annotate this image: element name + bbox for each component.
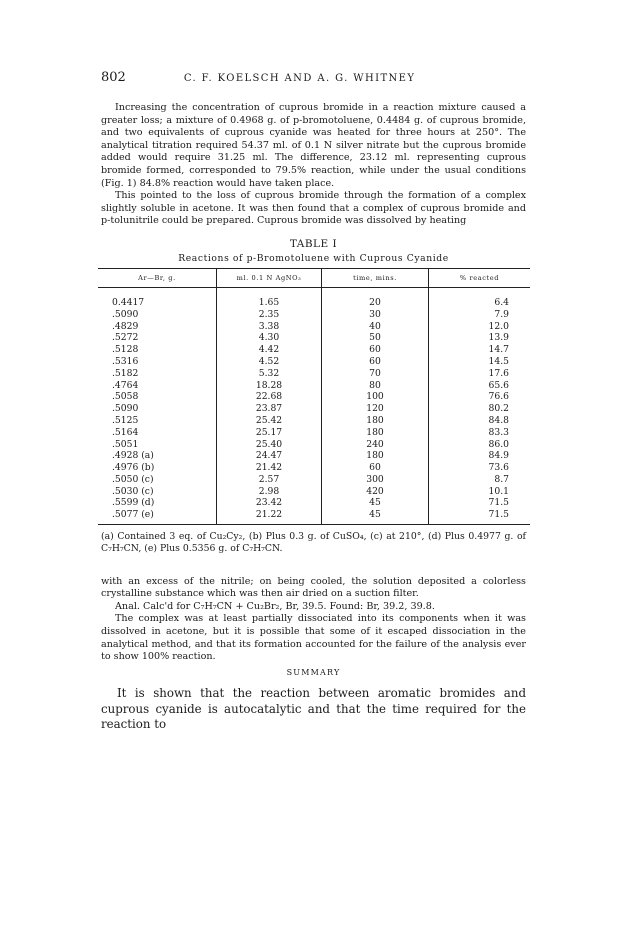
table-cell: .5164 (112, 426, 139, 438)
table-cell: .4829 (112, 320, 139, 332)
table-cell: 23.42 (217, 497, 322, 509)
table-cell: 84.8 (429, 415, 531, 427)
table-cell: 240 (322, 439, 429, 451)
table-row (98, 391, 530, 403)
table-cell: 24.47 (217, 450, 322, 462)
table-cell: 6.4 (429, 287, 531, 308)
table-cell: .5058 (112, 391, 139, 403)
table-cell: 100 (322, 391, 429, 403)
running-head: C. F. KOELSCH AND A. G. WHITNEY (183, 73, 416, 84)
table-cell: .5128 (112, 344, 139, 356)
table-row (98, 332, 530, 344)
table-cell: 2.57 (217, 474, 322, 486)
table-cell: 20 (322, 287, 429, 308)
table-cell: 45 (322, 509, 429, 524)
table-body (98, 287, 530, 524)
table-row (98, 474, 530, 486)
page-header (101, 70, 526, 88)
table-row (98, 415, 530, 427)
table-cell: 71.5 (429, 497, 531, 509)
table-cell: .5125 (112, 414, 139, 426)
table-cell: 22.68 (217, 391, 322, 403)
table-cell: .5051 (112, 438, 139, 450)
page-number: 802 (101, 70, 126, 85)
table-header-row (98, 268, 530, 287)
table-cell: 84.9 (429, 450, 531, 462)
table-cell: 7.9 (429, 309, 531, 321)
table-cell: 60 (322, 462, 429, 474)
table-row (98, 462, 530, 474)
table-row (98, 368, 530, 380)
table-cell: 13.9 (429, 332, 531, 344)
table-cell: 1.65 (217, 287, 322, 308)
table-cell: .5090 (112, 308, 139, 320)
table-cell: 80.2 (429, 403, 531, 415)
summary-text: It is shown that the reaction between aromatic bromides and cuprous cyanide is autocatalytic and that the time required for the reaction to (101, 685, 526, 732)
column-header: Ar—Br, g. (138, 273, 176, 282)
table-cell: 21.22 (217, 509, 322, 524)
table-cell: 18.28 (217, 380, 322, 392)
table-cell: 60 (322, 344, 429, 356)
table-caption: Reactions of p-Bromotoluene with Cuprous Cyanide (178, 252, 449, 264)
table-footnote: (a) Contained 3 eq. of Cu₂Cy₂, (b) Plus 0.3 g. of CuSO₄, (c) at 210°, (d) Plus 0.4977 g. of C₇H₇CN, (e) Plus 0.5356 g. of C₇H₇CN. (101, 531, 526, 555)
table-cell: 83.3 (429, 427, 531, 439)
table-cell: 21.42 (217, 462, 322, 474)
body-paragraph: This pointed to the loss of cuprous bromide through the formation of a complex slightly soluble in acetone. It was then found that a complex of cuprous bromide and p-tolunitrile could be prepared. Cuprous bromide was dissolved by heating (101, 190, 526, 227)
table-cell: 45 (322, 497, 429, 509)
table-cell: 40 (322, 321, 429, 333)
table-cell: 12.0 (429, 321, 531, 333)
body-paragraph: The complex was at least partially dissociated into its components when it was dissolved in acetone, but it is possible that some of it escaped dissociation in the analytical method, and that its formation accounted for the failure of the analysis ever to show 100% reaction. (101, 613, 526, 663)
table-cell: 76.6 (429, 391, 531, 403)
table-cell: 10.1 (429, 486, 531, 498)
table-cell: 30 (322, 309, 429, 321)
table-cell: 2.35 (217, 309, 322, 321)
table-cell: 420 (322, 486, 429, 498)
table-cell: 120 (322, 403, 429, 415)
table-cell: .5182 (112, 367, 139, 379)
table-cell: .5272 (112, 332, 139, 344)
table-row (98, 287, 530, 308)
results-table (98, 268, 530, 525)
summary-heading: SUMMARY (286, 667, 341, 677)
column-header: % reacted (429, 268, 531, 287)
table-cell: 25.42 (217, 415, 322, 427)
table-cell: 25.17 (217, 427, 322, 439)
table-cell: 8.7 (429, 474, 531, 486)
table-cell: 4.42 (217, 344, 322, 356)
table-cell: 180 (322, 415, 429, 427)
table-cell: 65.6 (429, 380, 531, 392)
table-cell: 300 (322, 474, 429, 486)
table-cell: 14.7 (429, 344, 531, 356)
table-row (98, 497, 530, 509)
table-cell: 180 (322, 427, 429, 439)
table-cell: .4976 (b) (112, 462, 155, 474)
table-cell: 50 (322, 332, 429, 344)
table-cell: 71.5 (429, 509, 531, 524)
table-cell: .5599 (d) (112, 497, 155, 509)
table-row (98, 380, 530, 392)
table-cell: .4764 (112, 379, 139, 391)
table-row (98, 309, 530, 321)
table-cell: 180 (322, 450, 429, 462)
table-cell: 4.30 (217, 332, 322, 344)
table-cell: 14.5 (429, 356, 531, 368)
table-cell: 23.87 (217, 403, 322, 415)
table-row (98, 450, 530, 462)
column-header: ml. 0.1 N AgNO₃ (217, 268, 322, 287)
table-cell: 2.98 (217, 486, 322, 498)
table-cell: 0.4417 (112, 296, 145, 308)
table-row (98, 356, 530, 368)
table-row (98, 439, 530, 451)
table-cell: .5090 (112, 403, 139, 415)
table-cell: .5316 (112, 355, 139, 367)
table-cell: 5.32 (217, 368, 322, 380)
table-row (98, 427, 530, 439)
table-cell: 25.40 (217, 439, 322, 451)
table-cell: .5050 (c) (112, 473, 154, 485)
table-cell: .4928 (a) (112, 450, 154, 462)
table-cell: 80 (322, 380, 429, 392)
table-cell: 4.52 (217, 356, 322, 368)
table-row (98, 509, 530, 524)
table-row (98, 344, 530, 356)
body-paragraph: with an excess of the nitrile; on being cooled, the solution deposited a colorless crystalline substance which was then air dried on a suction filter. (101, 575, 526, 600)
table-cell: 60 (322, 356, 429, 368)
table-row (98, 321, 530, 333)
table-cell: 17.6 (429, 368, 531, 380)
column-header: time, mins. (322, 268, 429, 287)
table-cell: 3.38 (217, 321, 322, 333)
table-cell: .5030 (c) (112, 485, 154, 497)
table-row (98, 486, 530, 498)
body-paragraph: Increasing the concentration of cuprous bromide in a reaction mixture caused a greater loss; a mixture of 0.4968 g. of p-bromotoluene, 0.4484 g. of cuprous bromide, and two equivalents of cuprous cyanide was heated for three hours at 250°. The analytical titration required 54.37 ml. of 0.1 N silver nitrate but the cuprous bromide added would require 31.25 ml. The difference, 23.12 ml. representing cuprous bromide formed, corresponded to 79.5% reaction, while under the usual conditions (Fig. 1) 84.8% reaction would have taken place. (101, 102, 526, 189)
table-cell: .5077 (e) (112, 509, 154, 521)
analysis-line: Anal. Calc'd for C₇H₇CN + Cu₂Br₂, Br, 39.5. Found: Br, 39.2, 39.8. (115, 600, 435, 612)
paper-page (101, 70, 526, 733)
table-cell: 73.6 (429, 462, 531, 474)
table-title: TABLE I (289, 237, 338, 250)
table-cell: 70 (322, 368, 429, 380)
table-row (98, 403, 530, 415)
table-cell: 86.0 (429, 439, 531, 451)
